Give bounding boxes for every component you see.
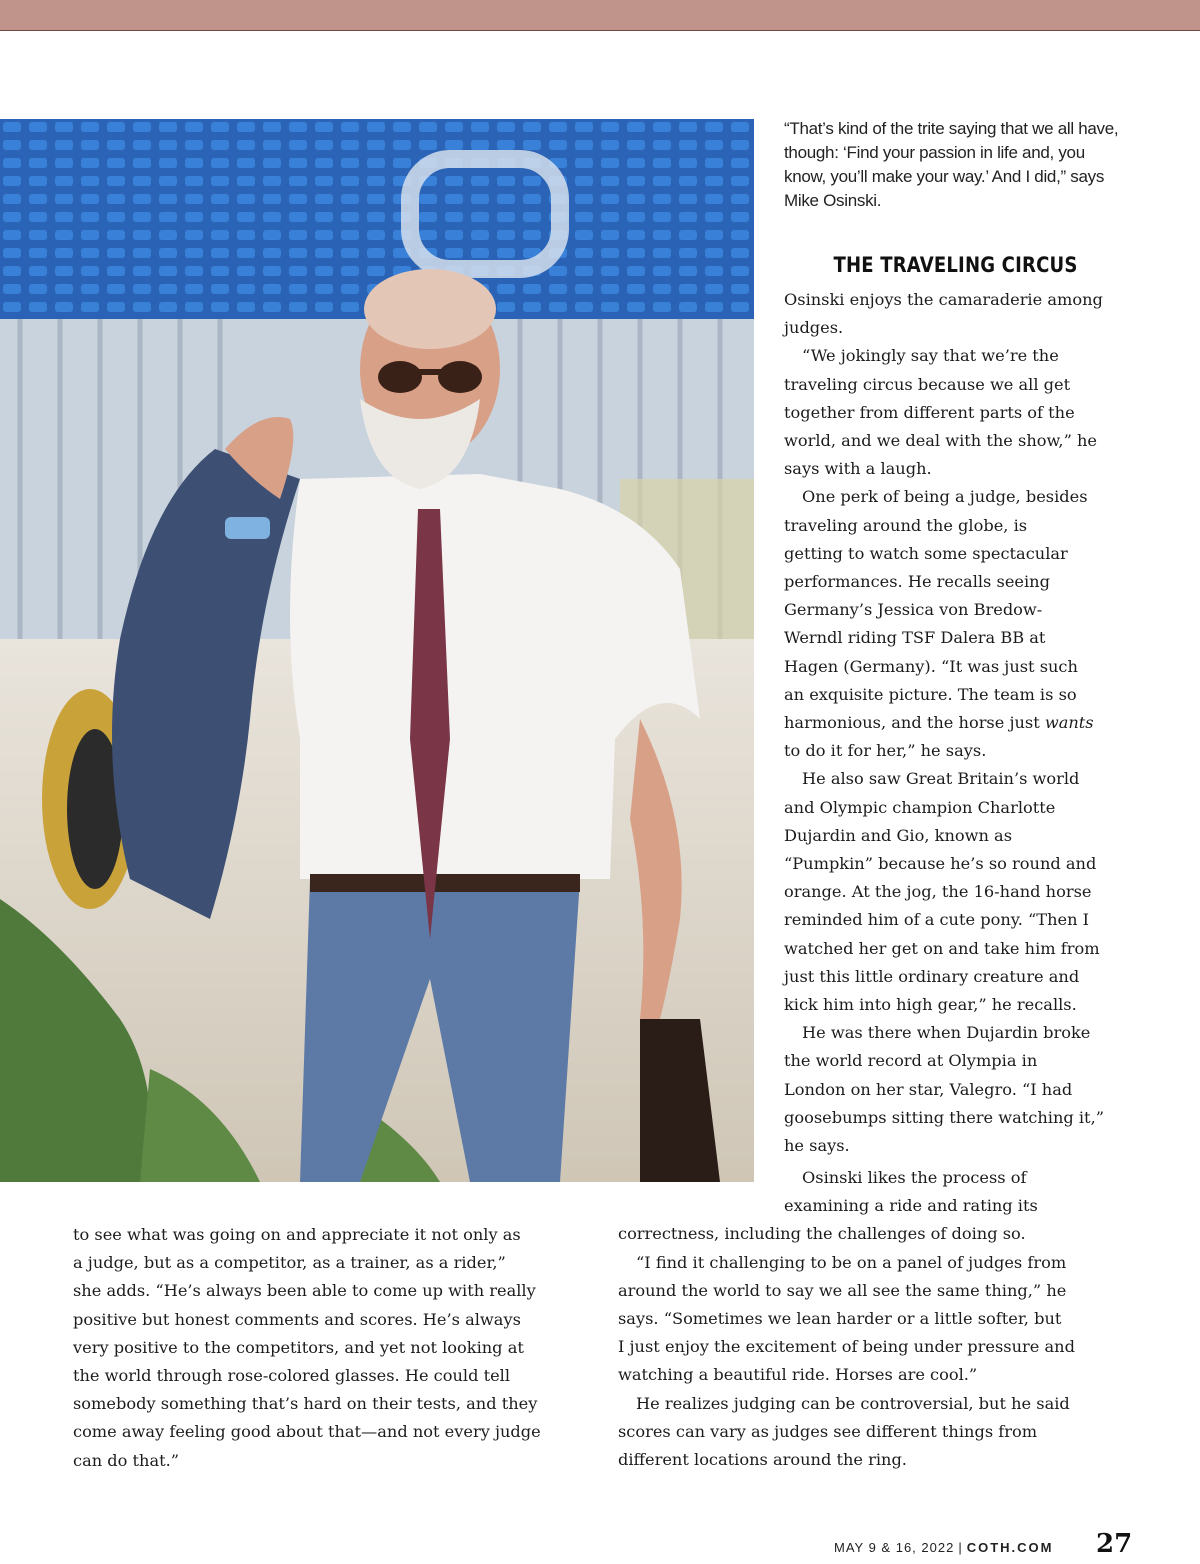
text-line: getting to watch some spectacular	[784, 543, 1068, 563]
text-line: He also saw Great Britain’s world	[802, 769, 1080, 789]
text-line: Dujardin and Gio, known as	[784, 825, 1013, 845]
text-line: says with a laugh.	[784, 459, 932, 479]
text-line: very positive to the competitors, and yet not looking at	[73, 1337, 524, 1357]
text-line: says. “Sometimes we lean harder or a little softer, but	[618, 1309, 1062, 1329]
text-line: come away feeling good about that—and not every judge	[73, 1422, 541, 1442]
text-line: watched her get on and take him from	[784, 938, 1100, 958]
feature-photo	[0, 119, 754, 1182]
text-line: “Pumpkin” because he’s so round and	[784, 854, 1097, 874]
paragraph	[784, 765, 1128, 1019]
text-line: Germany’s Jessica von Bredow-	[784, 600, 1043, 620]
paragraph	[784, 342, 1128, 483]
text-line: orange. At the jog, the 16-hand horse	[784, 882, 1092, 902]
section-heading: THE TRAVELING CIRCUS	[833, 253, 1078, 277]
text-line: “I find it challenging to be on a panel of judges from	[636, 1252, 1067, 1272]
text-line: “We jokingly say that we’re the	[802, 346, 1059, 366]
text-line: he says.	[784, 1136, 850, 1156]
text-line: Hagen (Germany). “It was just such	[784, 656, 1078, 676]
text-line: scores can vary as judges see different things from	[618, 1421, 1038, 1441]
text-line: to do it for her,” he says.	[784, 741, 987, 761]
text-line: to see what was going on and appreciate it not only as	[73, 1225, 521, 1244]
text-line: goosebumps sitting there watching it,”	[784, 1107, 1104, 1127]
text-line: can do that.”	[73, 1450, 180, 1470]
text-line	[784, 709, 1128, 737]
text-line: watching a beautiful ride. Horses are cool.”	[618, 1365, 978, 1385]
text-line: the world through rose-colored glasses. He could tell	[73, 1366, 511, 1386]
text-line: a judge, but as a competitor, as a trainer, as a rider,”	[73, 1253, 506, 1273]
text-line: kick him into high gear,” he recalls.	[784, 995, 1077, 1015]
footer-separator: |	[958, 1540, 963, 1555]
text-line: traveling circus because we all get	[784, 374, 1071, 394]
text-line: performances. He recalls seeing	[784, 572, 1050, 592]
paragraph	[784, 286, 1128, 342]
text-line: He was there when Dujardin broke	[802, 1023, 1091, 1043]
text-line: somebody something that’s hard on their tests, and they	[73, 1394, 538, 1414]
text-line: the world record at Olympia in	[784, 1051, 1038, 1071]
pull-quote	[784, 117, 1124, 213]
text-line: He realizes judging can be controversial, but he said	[636, 1393, 1070, 1413]
page-footer	[834, 1540, 1053, 1555]
text-line: Osinski enjoys the camaraderie among	[784, 290, 1103, 309]
text-line: reminded him of a cute pony. “Then I	[784, 910, 1090, 930]
text-line: around the world to say we all see the same thing,” he	[618, 1280, 1067, 1300]
bottom-left-column	[73, 1221, 573, 1475]
text-line: together from different parts of the	[784, 402, 1075, 422]
site-name: COTH.COM	[966, 1540, 1054, 1555]
text-line: correctness, including the challenges of doing so.	[618, 1224, 1026, 1244]
bottom-right-column	[618, 1164, 1128, 1474]
text-line: examining a ride and rating its	[784, 1196, 1038, 1216]
text-line: she adds. “He’s always been able to come up with really	[73, 1281, 536, 1301]
paragraph	[784, 1019, 1128, 1160]
text-line: judges.	[784, 318, 844, 338]
emphasis-word: wants	[1044, 713, 1094, 733]
text-line: just this little ordinary creature and	[784, 966, 1080, 986]
text-line: an exquisite picture. The team is so	[784, 684, 1077, 704]
right-column	[784, 286, 1128, 1160]
text-line: world, and we deal with the show,” he	[784, 431, 1097, 451]
issue-date: MAY 9 & 16, 2022	[834, 1540, 955, 1555]
text-line: positive but honest comments and scores. He’s always	[73, 1309, 521, 1329]
page-number: 27	[1096, 1529, 1133, 1559]
text-line: One perk of being a judge, besides	[802, 487, 1088, 507]
paragraph	[784, 483, 1128, 765]
text-line: and Olympic champion Charlotte	[784, 797, 1056, 817]
text-line: traveling around the globe, is	[784, 515, 1028, 535]
text-line: London on her star, Valegro. “I had	[784, 1079, 1073, 1099]
text-line: Werndl riding TSF Dalera BB at	[784, 628, 1046, 648]
text-line: different locations around the ring.	[618, 1450, 907, 1470]
text-line: I just enjoy the excitement of being under pressure and	[618, 1337, 1075, 1357]
text-line: Osinski likes the process of	[802, 1168, 1027, 1187]
pull-quote-text: “That’s kind of the trite saying that we all have, though: ‘Find your passion in life and, you know, you’ll make your way.’ And I did,” says Mike Osinski.	[784, 119, 1119, 210]
header-bar	[0, 0, 1200, 31]
text-segment: harmonious, and the horse just	[784, 713, 1045, 733]
